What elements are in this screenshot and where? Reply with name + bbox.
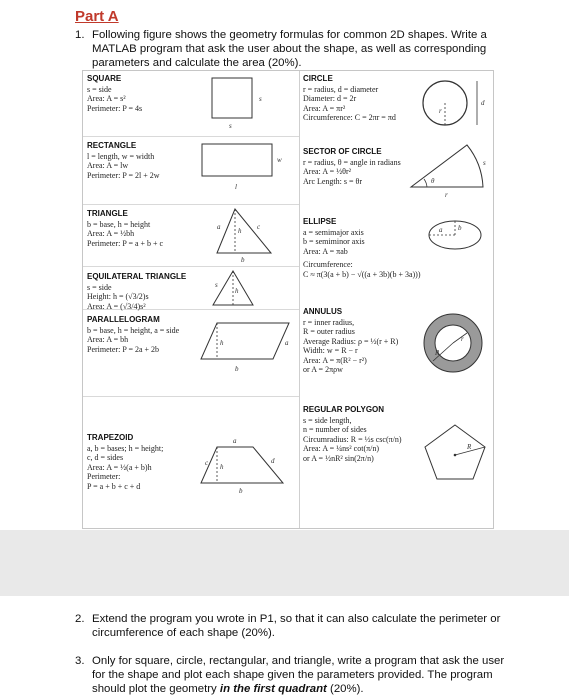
question-text-part: Only for square, circle, rectangular, and triangle, write a program that ask the user for the shape and plot each shape given the parameters provided. The program should plot the geometry (92, 655, 505, 695)
row-divider (83, 136, 299, 137)
trapezoid-formulas (87, 433, 163, 491)
figure-label: a (439, 226, 443, 234)
formula-line: Height: h = (√3/2)s (87, 292, 149, 301)
figure-label: w (277, 156, 282, 164)
equilateral-title: EQUILATERAL TRIANGLE (87, 272, 187, 281)
formula-line: R = outer radius (303, 327, 355, 336)
formula-line: r = radius, θ = angle in radians (303, 157, 401, 167)
emphasis-text: in the first quadrant (219, 683, 327, 695)
figure-label: c (205, 459, 209, 467)
ellipse-formulas (303, 217, 421, 279)
trapezoid-title: TRAPEZOID (87, 433, 134, 442)
polygon-title: REGULAR POLYGON (303, 405, 385, 414)
figure-label: s (483, 159, 486, 167)
row-divider (83, 396, 299, 397)
figure-label: h (220, 463, 224, 471)
annulus-title: ANNULUS (303, 307, 343, 316)
sector-figure (405, 141, 491, 201)
square-formulas (87, 74, 142, 113)
ellipse-figure (423, 217, 491, 257)
formula-line: or A = 2πρw (303, 365, 343, 374)
circle-title: CIRCLE (303, 74, 333, 83)
square-figure (211, 77, 271, 129)
annulus-formulas (303, 307, 398, 375)
figure-label: l (235, 183, 237, 191)
formula-line: Area: A = s² (87, 94, 126, 103)
formula-line: a = semimajor axis (303, 227, 364, 237)
formula-line: b = base, h = height (87, 219, 151, 229)
formula-line: Area: A = π(R² − r²) (303, 355, 367, 365)
part-heading: Part A (75, 8, 119, 25)
formula-line: r = radius, d = diameter (303, 84, 379, 94)
figure-label: r (439, 107, 442, 115)
formula-line: Perimeter: P = 4s (87, 103, 143, 113)
formula-line: c, d = sides (87, 453, 124, 462)
circle-figure (417, 77, 491, 133)
figure-label: c (257, 223, 261, 231)
formula-line: Perimeter: P = a + b + c (87, 238, 164, 248)
figure-label: b (458, 224, 462, 232)
formula-line: s = side (87, 282, 112, 292)
figure-label: r (445, 191, 448, 199)
formula-line: C ≈ π(3(a + b) − √((a + 3b)(b + 3a))) (303, 269, 421, 279)
formula-line: Area: A = ½θr² (303, 167, 352, 176)
formula-line: Perimeter: P = 2a + 2b (87, 344, 160, 354)
figure-label: s (215, 281, 218, 289)
triangle-figure (205, 205, 285, 265)
formula-line: Circumference: (303, 260, 353, 269)
formula-line: Perimeter: (87, 472, 121, 481)
figure-label: b (235, 365, 239, 373)
figure-label: b (239, 487, 243, 495)
figure-label: h (235, 287, 239, 295)
parallelogram-formulas (87, 315, 179, 354)
figure-label: h (220, 339, 224, 347)
question-number: 3. (75, 655, 85, 667)
rectangle-formulas (87, 141, 160, 180)
page-gap (0, 530, 569, 596)
formula-line: a, b = bases; h = height; (87, 443, 164, 453)
figure-label: θ (431, 177, 435, 185)
formula-line: Area: A = ½bh (87, 229, 135, 238)
formula-line: Width: w = R − r (303, 346, 358, 355)
trapezoid-figure (199, 435, 299, 495)
question-1 (75, 28, 505, 70)
figure-label: R (467, 443, 472, 451)
triangle-formulas (87, 209, 163, 248)
polygon-figure (423, 421, 493, 485)
figure-label: a (217, 223, 221, 231)
formula-line: Perimeter: P = 2l + 2w (87, 170, 160, 180)
row-divider (83, 266, 299, 267)
parallelogram-figure (201, 319, 301, 379)
question-text: Extend the program you wrote in P1, so that it can also calculate the perimeter or circumference of each shape (20%). (92, 613, 501, 639)
ellipse-title: ELLIPSE (303, 217, 337, 226)
formula-line: s = side length, (303, 415, 352, 425)
question-text-part: (20%). (326, 683, 364, 695)
formula-line: Average Radius: ρ = ½(r + R) (303, 336, 399, 346)
figure-label: R (435, 349, 440, 357)
equilateral-figure (207, 269, 277, 309)
figure-label: r (461, 335, 464, 343)
column-divider (299, 71, 300, 528)
sector-title: SECTOR OF CIRCLE (303, 147, 382, 156)
equilateral-formulas (87, 272, 186, 311)
formula-line: Circumradius: R = ½s csc(π/n) (303, 434, 402, 444)
parallelogram-title: PARALLELOGRAM (87, 315, 160, 324)
question-3 (75, 654, 505, 696)
question-number: 2. (75, 613, 85, 625)
figure-label: d (271, 457, 275, 465)
rectangle-title: RECTANGLE (87, 141, 137, 150)
question-2 (75, 612, 505, 640)
formula-line: or A = ½nR² sin(2π/n) (303, 453, 374, 463)
figure-label: h (238, 227, 242, 235)
figure-label: a (285, 339, 289, 347)
figure-label: d (481, 99, 485, 107)
formula-line: Circumference: C = 2πr = πd (303, 113, 396, 122)
question-number: 1. (75, 29, 85, 41)
formula-line: P = a + b + c + d (87, 481, 141, 491)
formula-line: b = semiminor axis (303, 237, 365, 246)
question-text: Following figure shows the geometry formulas for common 2D shapes. Write a MATLAB program that ask the user about the shape, as well as corresponding parameters and calculate the area (20%). (92, 29, 487, 69)
formula-line: Area: A = ½(a + b)h (87, 462, 152, 472)
question-text (75, 654, 505, 696)
formula-line: Area: A = ¼ns² cot(π/n) (303, 444, 380, 453)
annulus-figure (421, 311, 491, 377)
polygon-formulas (303, 405, 402, 463)
formula-sheet (82, 70, 494, 529)
formula-line: Area: A = πr² (303, 103, 346, 113)
circle-formulas (303, 74, 396, 123)
formula-line: Arc Length: s = θr (303, 176, 362, 186)
formula-line: s = side (87, 84, 112, 94)
rectangle-figure (201, 143, 291, 193)
formula-line: Diameter: d = 2r (303, 94, 357, 103)
formula-line: b = base, h = height, a = side (87, 325, 180, 335)
square-title: SQUARE (87, 74, 122, 83)
triangle-title: TRIANGLE (87, 209, 128, 218)
formula-line: Area: A = (√3/4)s² (87, 301, 146, 311)
figure-label: s (229, 122, 232, 130)
formula-line: n = number of sides (303, 425, 367, 434)
formula-line: Area: A = πab (303, 246, 348, 256)
formula-line: r = inner radius, (303, 317, 355, 327)
formula-line: Area: A = lw (87, 161, 129, 170)
formula-line: l = length, w = width (87, 151, 155, 161)
figure-label: s (259, 95, 262, 103)
figure-label: a (233, 437, 237, 445)
figure-label: b (241, 256, 245, 264)
formula-line: Area: A = bh (87, 335, 129, 344)
sector-formulas (303, 147, 401, 186)
